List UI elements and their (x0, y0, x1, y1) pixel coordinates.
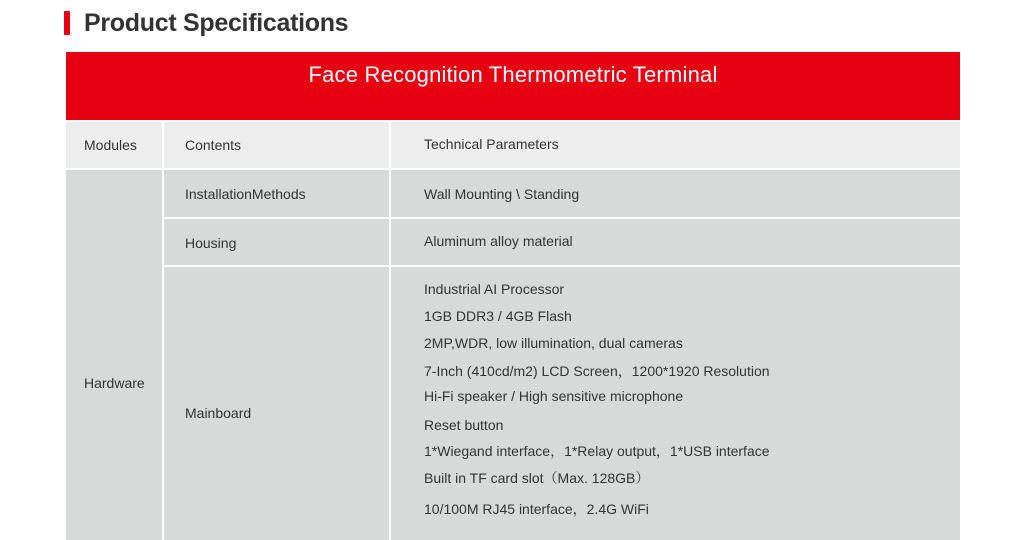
module-cell (66, 170, 162, 540)
header-contents: Contents (185, 137, 242, 153)
parameter-value: Aluminum alloy material (424, 233, 573, 249)
parameter-line: Industrial AI Processor (424, 281, 565, 297)
parameter-value: Wall Mounting \ Standing (424, 186, 580, 202)
table-row-content (164, 267, 389, 540)
table-title-banner (66, 52, 960, 120)
section-heading (64, 8, 348, 38)
header-parameters-cell (391, 122, 960, 168)
parameter-line: Reset button (424, 417, 504, 433)
parameter-line: 7-Inch (410cd/m2) LCD Screen，1200*1920 Resolution (424, 363, 770, 379)
table-row-content (164, 170, 389, 217)
parameter-line: 1GB DDR3 / 4GB Flash (424, 308, 572, 324)
table-title: Face Recognition Thermometric Terminal (308, 62, 718, 87)
page-title: Product Specifications (84, 8, 349, 37)
header-modules-cell (66, 122, 162, 168)
table-row-parameters (391, 219, 960, 265)
parameter-line: 1*Wiegand interface，1*Relay output，1*USB interface (424, 443, 770, 459)
parameter-line: Hi-Fi speaker / High sensitive microphone (424, 388, 684, 404)
header-modules: Modules (84, 137, 137, 153)
parameter-line: 2MP,WDR, low illumination, dual cameras (424, 335, 683, 351)
heading-accent-bar (64, 11, 70, 35)
parameter-line: Built in TF card slot（Max. 128GB） (424, 470, 650, 486)
header-parameters: Technical Parameters (424, 136, 559, 152)
table-row-parameters (391, 267, 960, 540)
parameter-line: 10/100M RJ45 interface，2.4G WiFi (424, 501, 649, 517)
content-label: Housing (185, 235, 237, 251)
table-row-content (164, 219, 389, 265)
header-contents-cell (164, 122, 389, 168)
content-label: Mainboard (185, 405, 252, 421)
module-hardware: Hardware (84, 375, 145, 391)
content-label: InstallationMethods (185, 186, 306, 202)
table-row-parameters (391, 170, 960, 217)
